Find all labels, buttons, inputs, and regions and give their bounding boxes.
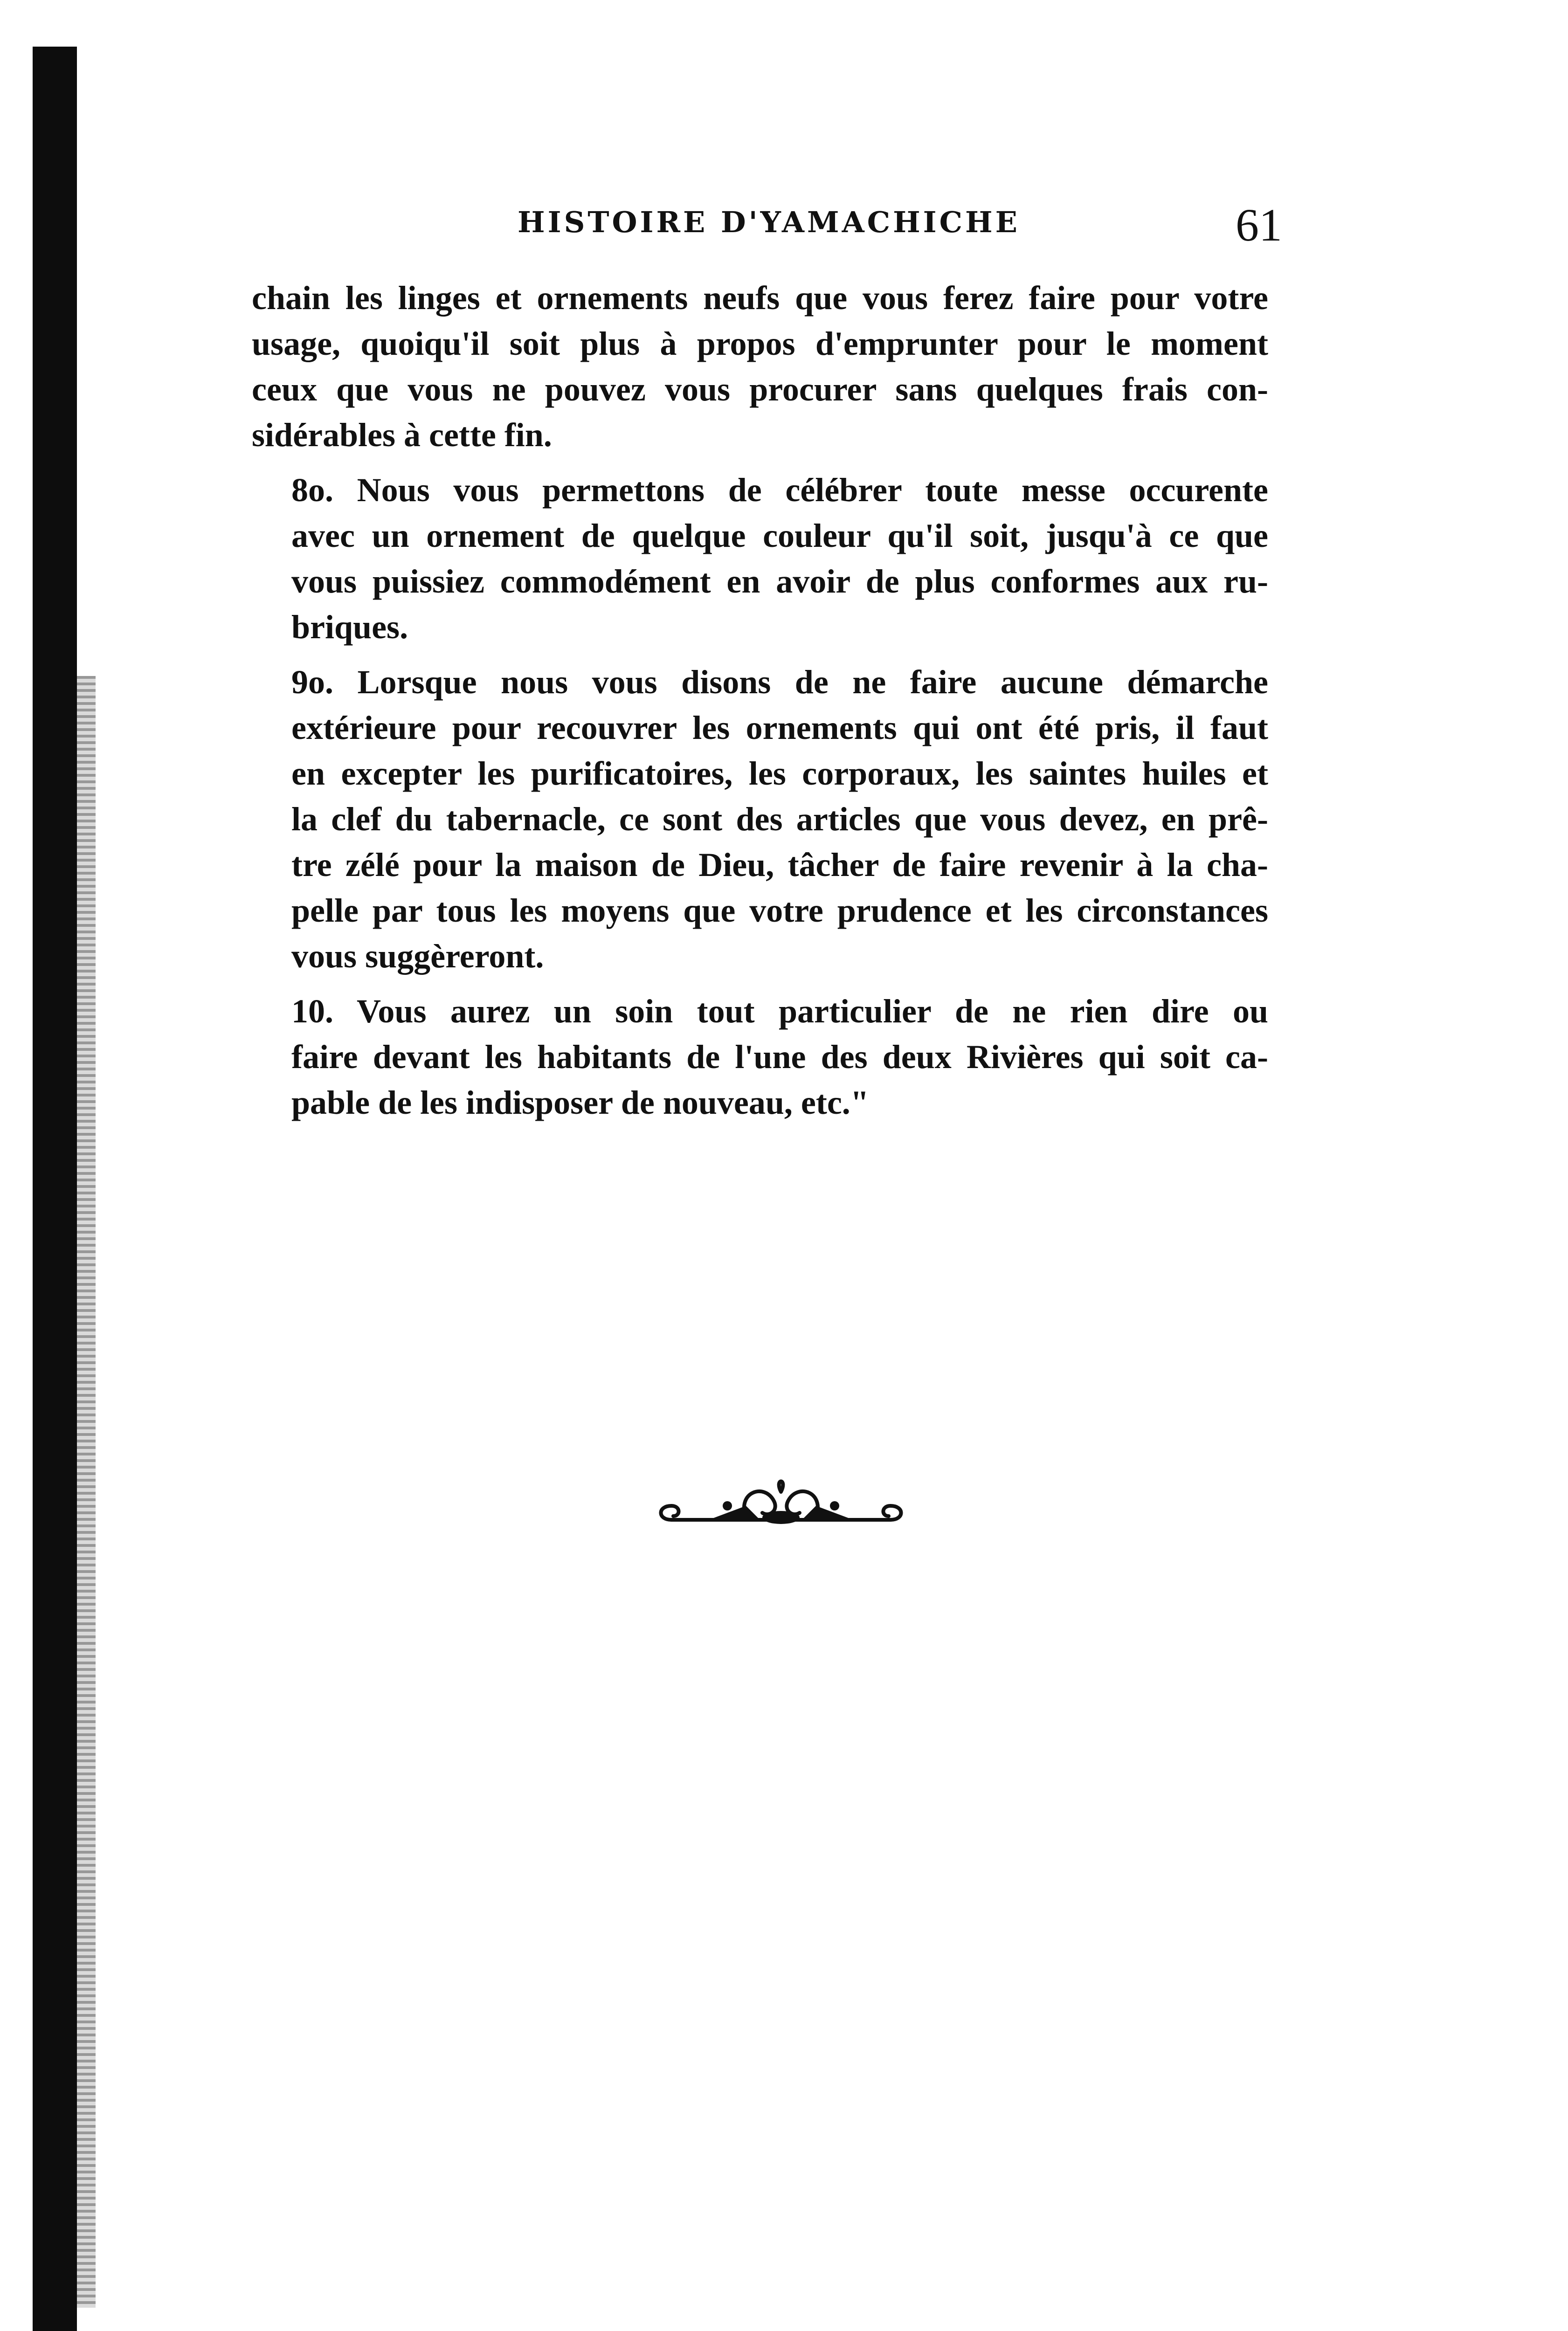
fleuron-ornament-icon [653, 1473, 909, 1543]
body-text [252, 275, 1268, 1135]
text-line: faire devant les habitants de l'une des deux Rivières qui soit ca- [291, 1038, 1268, 1076]
text-line: 10. Vous aurez un soin tout particulier de ne rien dire ou [291, 993, 1268, 1030]
paragraph-8 [252, 467, 1268, 650]
paragraph-9 [252, 659, 1268, 979]
text-line: pable de les indisposer de nouveau, etc." [291, 1084, 869, 1121]
text-line: tre zélé pour la maison de Dieu, tâcher de faire revenir à la cha- [291, 846, 1268, 883]
paragraph-continuation [252, 275, 1268, 458]
text-line: vous puissiez commodément en avoir de plus conformes aux ru- [291, 563, 1268, 600]
scan-binding-edge [33, 47, 77, 2331]
page-number: 61 [1236, 199, 1282, 251]
text-line: 9o. Lorsque nous vous disons de ne faire aucune démarche [291, 663, 1268, 701]
text-line: chain les linges et ornements neufs que vous ferez faire pour votre [252, 279, 1268, 317]
text-line: ceux que vous ne pouvez vous procurer sans quelques frais con- [252, 371, 1268, 408]
text-line: 8o. Nous vous permettons de célébrer toute messe occurente [291, 471, 1268, 509]
text-line: usage, quoiqu'il soit plus à propos d'emprunter pour le moment [252, 325, 1268, 362]
text-line: extérieure pour recouvrer les ornements qui ont été pris, il faut [291, 709, 1268, 746]
text-line: avec un ornement de quelque couleur qu'il soit, jusqu'à ce que [291, 517, 1268, 554]
text-line: en excepter les purificatoires, les corporaux, les saintes huiles et [291, 755, 1268, 792]
running-head: HISTOIRE D'YAMACHICHE [518, 205, 1020, 239]
text-line: pelle par tous les moyens que votre prudence et les circonstances [291, 892, 1268, 929]
text-line: la clef du tabernacle, ce sont des articles que vous devez, en prê- [291, 800, 1268, 838]
text-line: vous suggèreront. [291, 938, 544, 975]
text-line: briques. [291, 608, 408, 646]
paragraph-10 [252, 988, 1268, 1125]
text-line: sidérables à cette fin. [252, 416, 552, 454]
